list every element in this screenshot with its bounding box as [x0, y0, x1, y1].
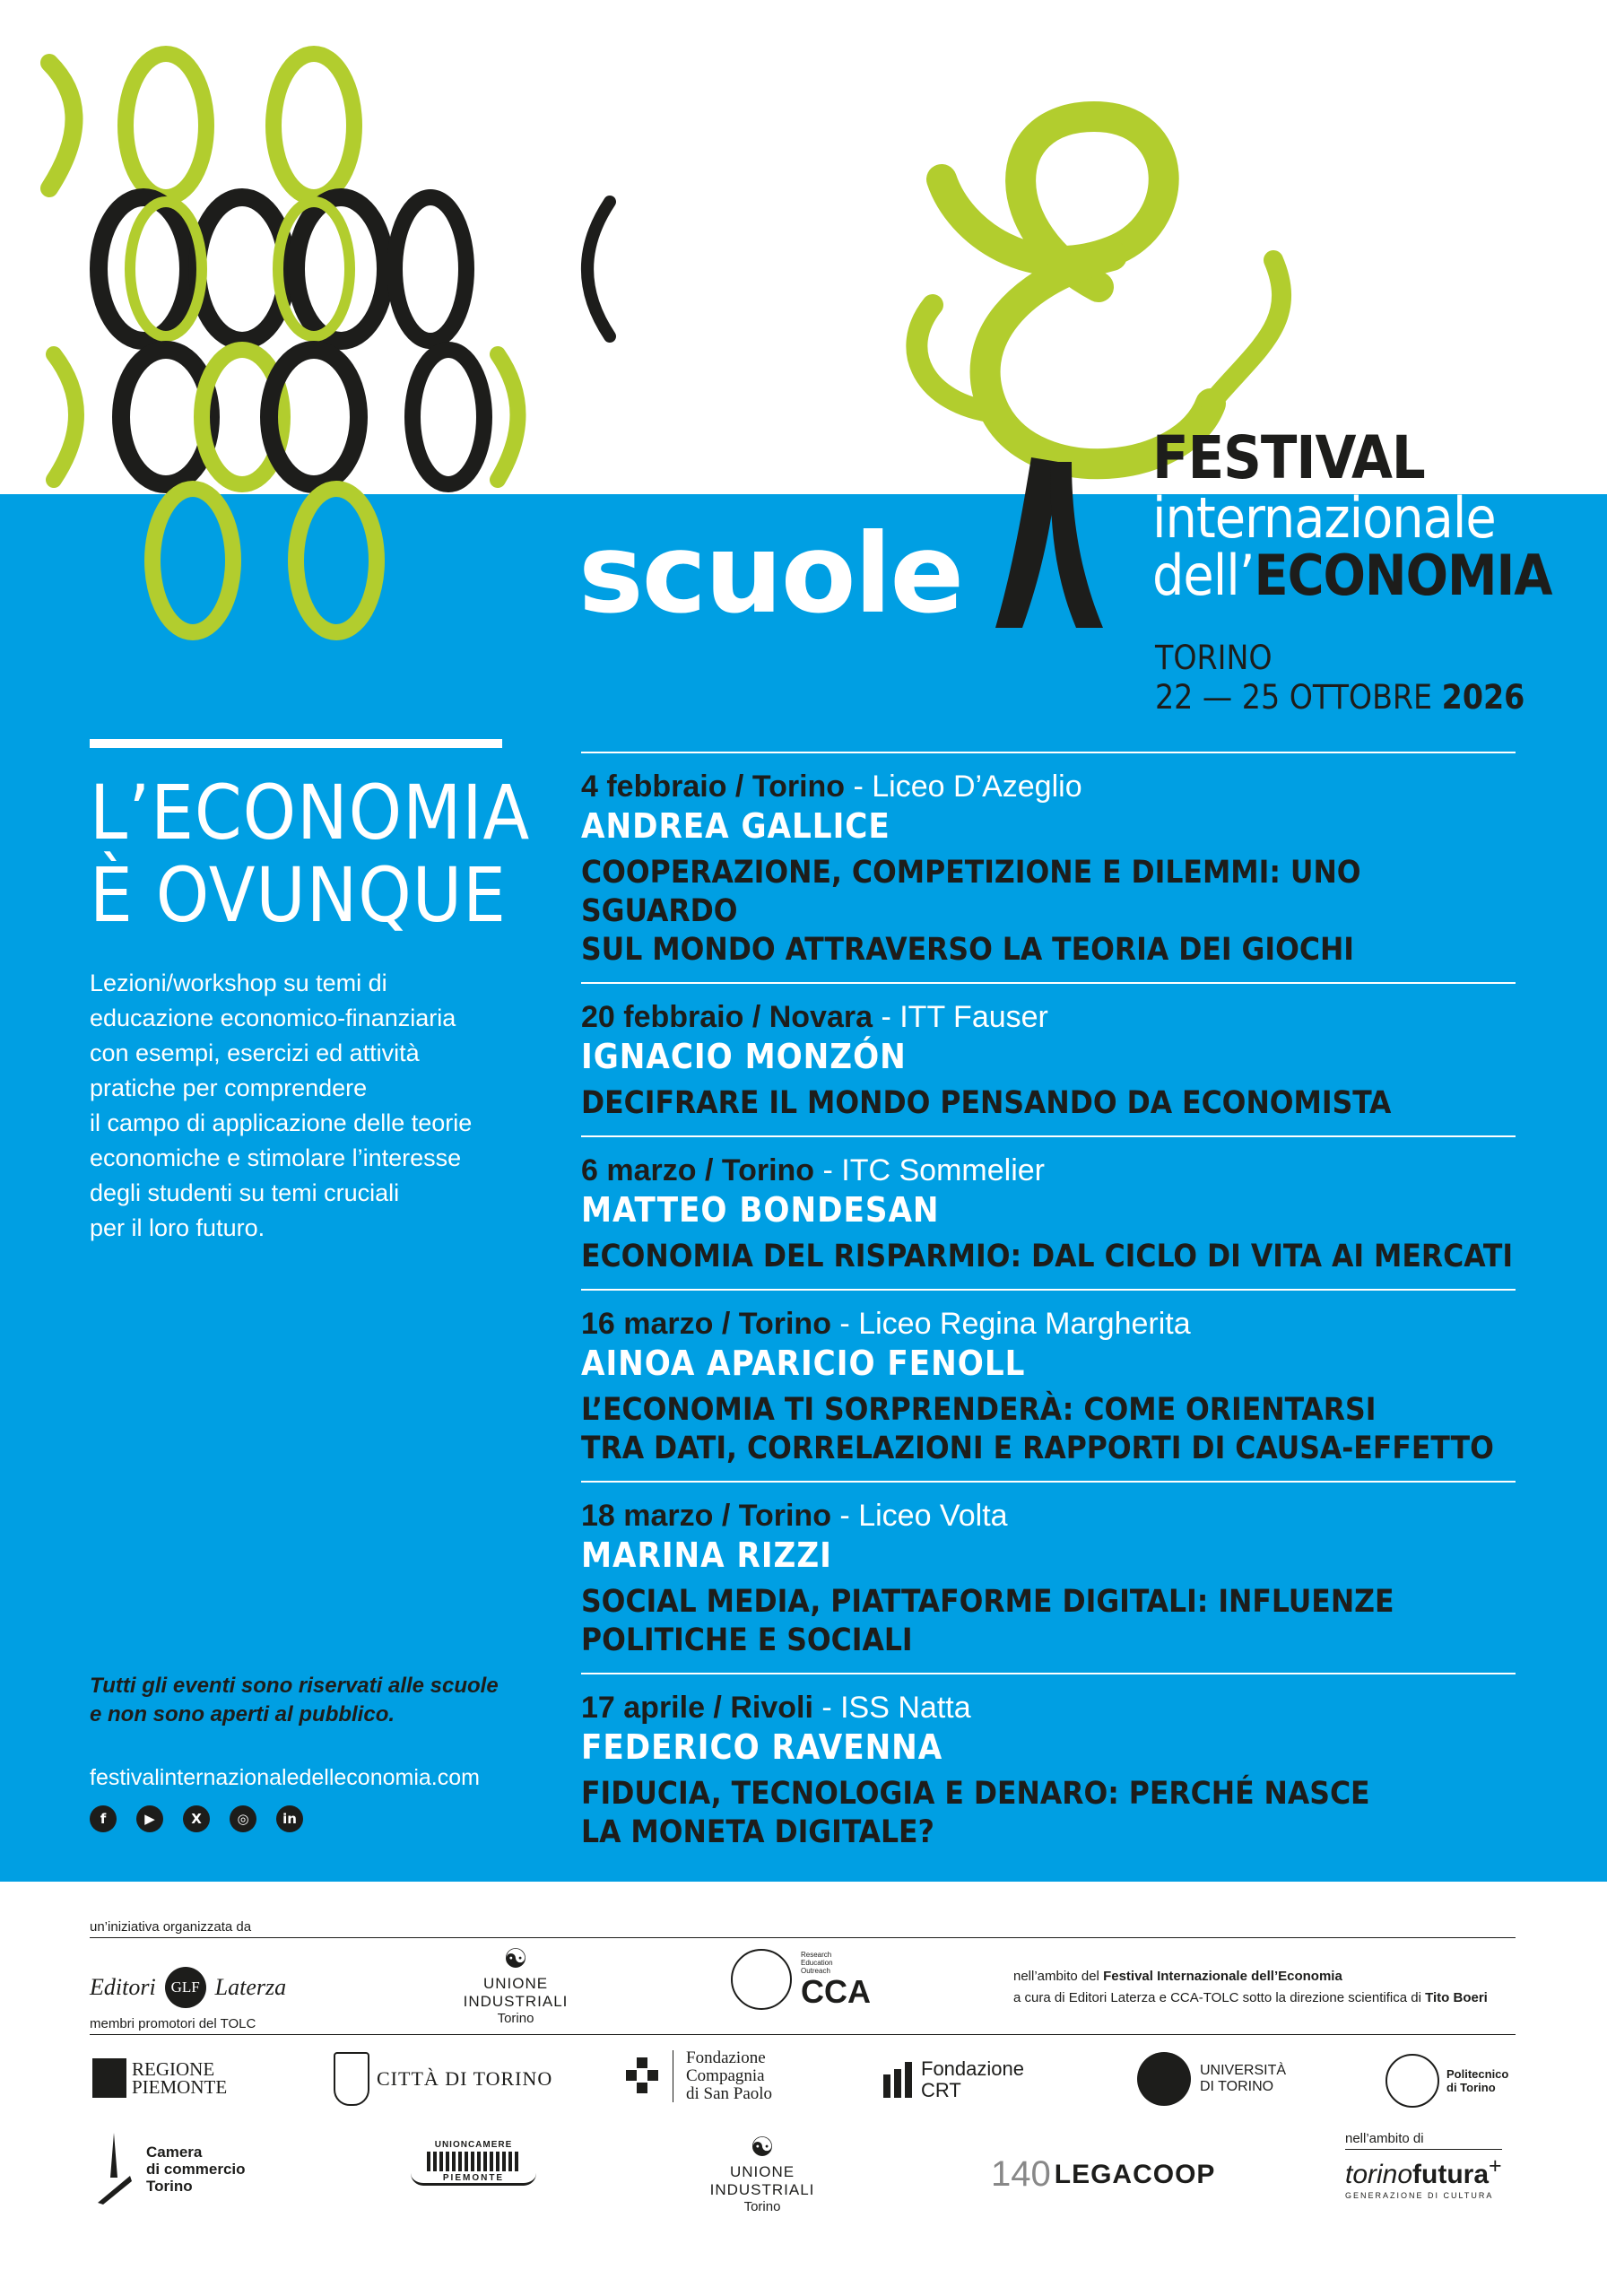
laterza-right: Laterza	[214, 1974, 287, 2000]
event-venue: - ITC Sommelier	[814, 1153, 1045, 1187]
promoters-label: membri promotori del TOLC	[90, 2016, 256, 2031]
event-date-line	[581, 998, 1516, 1036]
organized-by-label: un’iniziativa organizzata da	[90, 1919, 252, 1935]
headline-line2: È OVUNQUE	[90, 851, 507, 939]
crt-text	[921, 2058, 1024, 2101]
tf-name	[1345, 2150, 1502, 2191]
ui-name: UNIONE INDUSTRIALI	[463, 1975, 569, 2010]
camera-line1: Camera	[146, 2143, 203, 2161]
festival-dates	[1155, 678, 1524, 718]
unito-seal-icon	[1137, 2052, 1191, 2106]
polito-text	[1446, 2067, 1508, 2094]
regione-line2: PIEMONTE	[132, 2076, 228, 2098]
ambito-bold: Festival Internazionale dell’Economia	[1103, 1969, 1342, 1984]
torinofutura-logo	[1345, 2131, 1502, 2200]
crt-line2: CRT	[921, 2079, 961, 2101]
laterza-left: Editori	[90, 1974, 156, 2000]
event-item	[581, 1137, 1516, 1291]
intro-line: educazione economico-finanziaria	[90, 1004, 456, 1031]
note-line2: e non sono aperti al pubblico.	[90, 1702, 395, 1726]
event-date-city: 20 febbraio / Novara	[581, 1000, 873, 1034]
polito-line2: di Torino	[1446, 2081, 1496, 2094]
event-venue: - ITT Fauser	[873, 1000, 1048, 1034]
festival-line3-prefix: dell’	[1152, 543, 1255, 608]
event-date-city: 18 marzo / Torino	[581, 1499, 831, 1533]
fcsp-line1: Fondazione	[686, 2048, 766, 2067]
fcsp-line2: Compagnia	[686, 2066, 765, 2085]
cca-text	[801, 1951, 871, 2009]
compagnia-grid-icon	[626, 2056, 660, 2097]
event-title-line: POLITICHE E SOCIALI	[581, 1622, 913, 1658]
facebook-icon[interactable]: f	[90, 1805, 117, 1832]
event-date-line	[581, 1152, 1516, 1189]
festival-city: TORINO	[1155, 639, 1273, 677]
legacoop-num: 140	[991, 2154, 1051, 2194]
tf-plus-icon: +	[1489, 2153, 1502, 2179]
camera-text	[146, 2144, 246, 2195]
intro-line: per il loro futuro.	[90, 1214, 265, 1241]
festival-dates-range: 22 — 25 OTTOBRE	[1155, 678, 1442, 717]
unito-line2: DI TORINO	[1200, 2079, 1274, 2094]
laterza-mark: GLF	[165, 1967, 206, 2008]
unioncamere-line1: UNIONCAMERE	[434, 2140, 513, 2150]
event-title	[581, 1583, 1516, 1660]
instagram-icon[interactable]: ◎	[230, 1805, 256, 1832]
event-title-line: ECONOMIA DEL RISPARMIO: DAL CICLO DI VITA AI MERCATI	[581, 1239, 1514, 1274]
event-speaker: ANDREA GALLICE	[581, 806, 890, 846]
festival-location-dates	[1155, 639, 1524, 718]
footer-divider-mid	[90, 2034, 1516, 2035]
x-icon[interactable]: X	[183, 1805, 210, 1832]
sidebar-headline	[90, 769, 531, 939]
ui-city: Torino	[497, 2011, 534, 2026]
event-title-line: TRA DATI, CORRELAZIONI E RAPPORTI DI CAUSA-EFFETTO	[581, 1431, 1494, 1466]
camera-line3: Torino	[146, 2177, 193, 2195]
tf-prefix: nell’ambito di	[1345, 2131, 1502, 2150]
unioncamere-bars-icon	[427, 2152, 520, 2171]
event-speaker: AINOA APARICIO FENOLL	[581, 1344, 1026, 1383]
event-item	[581, 984, 1516, 1137]
citta-torino-logo	[334, 2052, 552, 2106]
event-date-city: 16 marzo / Torino	[581, 1307, 831, 1341]
laterza-logo	[90, 1967, 286, 2008]
decorative-pattern-lower	[0, 494, 628, 665]
compagnia-sanpaolo-logo	[626, 2049, 772, 2103]
camera-commercio-logo	[94, 2133, 246, 2205]
private-events-note	[90, 1672, 529, 1729]
unione-industriali-logo-2	[682, 2133, 843, 2214]
cura-line	[1013, 1987, 1488, 2009]
fondazione-crt-logo	[883, 2058, 1024, 2101]
event-date-city: 4 febbraio / Torino	[581, 770, 846, 804]
ui2-city: Torino	[743, 2199, 781, 2214]
intro-line: pratiche per comprendere	[90, 1074, 368, 1101]
festival-line2: internazionale	[1152, 485, 1496, 551]
website-link[interactable]: festivalinternazionaledelleconomia.com	[90, 1765, 480, 1790]
event-title-line: DECIFRARE IL MONDO PENSANDO DA ECONOMISTA	[581, 1085, 1392, 1121]
event-item	[581, 1483, 1516, 1674]
unioncamere-logo	[411, 2140, 536, 2186]
cca-logo	[731, 1949, 871, 2010]
events-list	[581, 752, 1516, 1865]
festival-line1: FESTIVAL	[1152, 423, 1425, 492]
section-label: scuole	[578, 510, 963, 638]
event-title-line: L’ECONOMIA TI SORPRENDERÀ: COME ORIENTARSI	[581, 1392, 1377, 1428]
regione-text	[132, 2060, 227, 2096]
tf-bold: futura	[1412, 2160, 1490, 2189]
event-item	[581, 752, 1516, 984]
intro-line: economiche e stimolare l’interesse	[90, 1144, 462, 1171]
event-venue: - Liceo Regina Margherita	[830, 1307, 1191, 1341]
festival-wordmark	[1152, 423, 1552, 608]
youtube-icon[interactable]: ▶	[136, 1805, 163, 1832]
regione-piemonte-logo	[92, 2058, 227, 2098]
unito-text	[1200, 2063, 1286, 2095]
unito-line1: UNIVERSITÀ	[1200, 2063, 1287, 2078]
social-icons	[90, 1805, 303, 1832]
event-date-line	[581, 1305, 1516, 1343]
ui2-emblem-icon: ☯	[750, 2133, 775, 2162]
event-speaker: FEDERICO RAVENNA	[581, 1727, 943, 1767]
polito-seal-icon	[1385, 2054, 1439, 2108]
event-title	[581, 1238, 1516, 1276]
ambito-line	[1013, 1966, 1488, 1987]
tf-italic: torino	[1345, 2160, 1413, 2189]
crt-line1: Fondazione	[921, 2057, 1024, 2080]
event-speaker: IGNACIO MONZÓN	[581, 1037, 907, 1076]
regione-line1: REGIONE	[132, 2058, 215, 2080]
event-title-line: SUL MONDO ATTRAVERSO LA TEORIA DEI GIOCHI	[581, 932, 1355, 968]
event-date-line	[581, 1689, 1516, 1726]
intro-line: il campo di applicazione delle teorie	[90, 1109, 473, 1136]
event-title	[581, 1391, 1516, 1468]
festival-line3-bold: ECONOMIA	[1254, 543, 1552, 608]
event-title	[581, 1775, 1516, 1852]
regione-shield-icon	[92, 2058, 126, 2098]
ambito-prefix: nell’ambito del	[1013, 1969, 1104, 1984]
event-title	[581, 1084, 1516, 1123]
cura-prefix: a cura di Editori Laterza e CCA-TOLC sotto la direzione scientifica di	[1013, 1990, 1426, 2005]
event-item	[581, 1674, 1516, 1865]
event-title-line: COOPERAZIONE, COMPETIZIONE E DILEMMI: UNO SGUARDO	[581, 855, 1361, 929]
citta-name: CITTÀ DI TORINO	[377, 2067, 553, 2090]
tf-tag: GENERAZIONE DI CULTURA	[1345, 2191, 1494, 2200]
crt-bars-icon	[883, 2062, 914, 2098]
polito-line1: Politecnico	[1446, 2067, 1509, 2081]
cca-name: CCA	[801, 1972, 871, 2010]
event-venue: - Liceo Volta	[830, 1499, 1008, 1533]
event-date-line	[581, 1497, 1516, 1535]
sidebar-accent-bar	[90, 739, 502, 748]
unioncamere-line2: PIEMONTE	[411, 2173, 536, 2186]
event-venue: - ISS Natta	[812, 1691, 971, 1725]
unito-logo	[1137, 2052, 1286, 2106]
event-venue: - Liceo D’Azeglio	[845, 770, 1082, 804]
intro-line: degli studenti su temi cruciali	[90, 1179, 400, 1206]
ambito-text	[1013, 1966, 1488, 2009]
linkedin-icon[interactable]: in	[276, 1805, 303, 1832]
legacoop-name: LEGACOOP	[1054, 2159, 1216, 2189]
camera-line2: di commercio	[146, 2160, 246, 2178]
ui2-name: UNIONE INDUSTRIALI	[709, 2163, 815, 2198]
headline-line1: L’ECONOMIA	[90, 769, 531, 857]
cca-seal-icon	[731, 1949, 792, 2010]
unione-industriali-logo	[435, 1944, 596, 2026]
cura-bold: Tito Boeri	[1425, 1990, 1488, 2005]
event-speaker: MATTEO BONDESAN	[581, 1190, 940, 1230]
ui-emblem-icon: ☯	[503, 1944, 528, 1974]
event-item	[581, 1291, 1516, 1483]
footer-divider-top	[90, 1937, 1516, 1938]
polito-logo	[1385, 2054, 1508, 2108]
sidebar-intro	[90, 966, 529, 1246]
event-date-city: 17 aprile / Rivoli	[581, 1691, 813, 1725]
event-title-line: SOCIAL MEDIA, PIATTAFORME DIGITALI: INFLUENZE	[581, 1584, 1394, 1620]
event-speaker: MARINA RIZZI	[581, 1535, 832, 1575]
event-title-line: LA MONETA DIGITALE?	[581, 1814, 934, 1850]
event-date-line	[581, 768, 1516, 805]
event-title-line: FIDUCIA, TECNOLOGIA E DENARO: PERCHÉ NASCE	[581, 1776, 1370, 1812]
intro-line: Lezioni/workshop su temi di	[90, 970, 387, 996]
fcsp-line3: di San Paolo	[686, 2084, 773, 2103]
intro-line: con esempi, esercizi ed attività	[90, 1039, 420, 1066]
festival-line3	[1152, 543, 1552, 608]
citta-shield-icon	[334, 2052, 369, 2106]
compagnia-text	[686, 2049, 772, 2103]
event-date-city: 6 marzo / Torino	[581, 1153, 815, 1187]
legacoop-logo	[991, 2154, 1215, 2195]
event-title	[581, 854, 1516, 970]
note-line1: Tutti gli eventi sono riservati alle scuole	[90, 1674, 499, 1698]
camera-emblem-icon	[94, 2133, 134, 2205]
cca-small: Research Education Outreach	[801, 1950, 833, 1975]
festival-dates-year: 2026	[1441, 678, 1525, 717]
